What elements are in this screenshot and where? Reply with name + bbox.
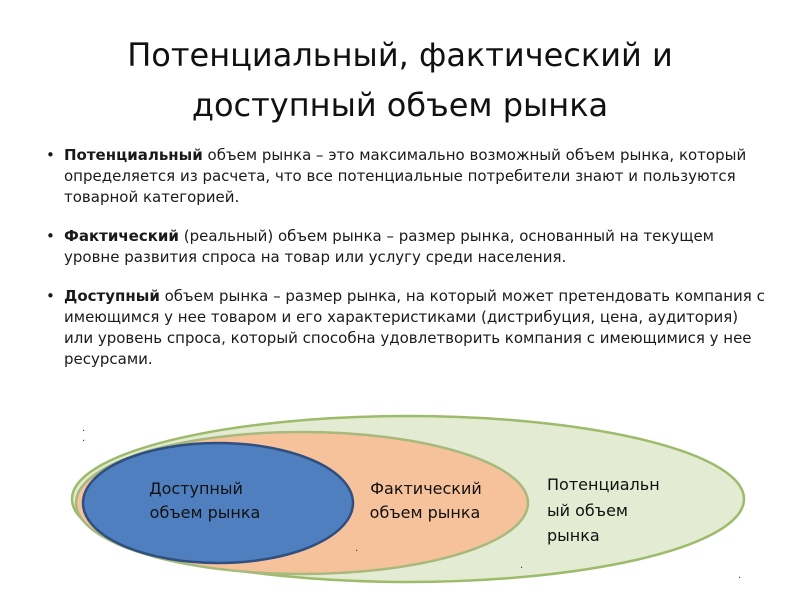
decorative-dot: .	[738, 570, 742, 581]
slide-title-line-2: доступный объем рынка	[191, 86, 609, 124]
bullet-text: (реальный) объем рынка – размер рынка, основанный на текущем уровне развития спроса на товар или услугу среди населения.	[64, 227, 715, 266]
bullet-marker: •	[46, 287, 55, 305]
bullet-term: Потенциальный	[64, 146, 203, 164]
decorative-dot: .	[82, 423, 86, 434]
available-market-label-line-2: объем рынка	[149, 503, 261, 522]
actual-market-label-line-1: Фактический	[370, 479, 482, 498]
decorative-dot: .	[355, 543, 359, 554]
potential-market-label-line-2: ый объем	[547, 501, 628, 520]
bullet-text: объем рынка – это максимально возможный объем рынка, который определяется из расчета, что все потенциальные потребители знают и пользуются товарной категорией.	[64, 146, 747, 206]
bullet-term: Доступный	[64, 287, 160, 305]
decorative-dot: .	[520, 560, 524, 571]
decorative-dot: .	[82, 433, 86, 444]
bullet-marker: •	[46, 227, 55, 245]
actual-market-label-line-2: объем рынка	[369, 503, 481, 522]
bullet-text: объем рынка – размер рынка, на который может претендовать компания с имеющимся у нее товаром и его характеристиками (дистрибуция, цена, аудитория) или уровень спроса, который способна удовлетворить компания с имеющимися у нее ресурсами.	[64, 287, 765, 368]
available-market-label-line-1: Доступный	[149, 479, 243, 498]
slide-title-line-1: Потенциальный, фактический и	[127, 36, 673, 74]
potential-market-label-line-1: Потенциальн	[547, 475, 660, 494]
bullet-marker: •	[46, 146, 55, 164]
bullet-term: Фактический	[64, 227, 179, 245]
potential-market-label-line-3: рынка	[547, 526, 600, 545]
